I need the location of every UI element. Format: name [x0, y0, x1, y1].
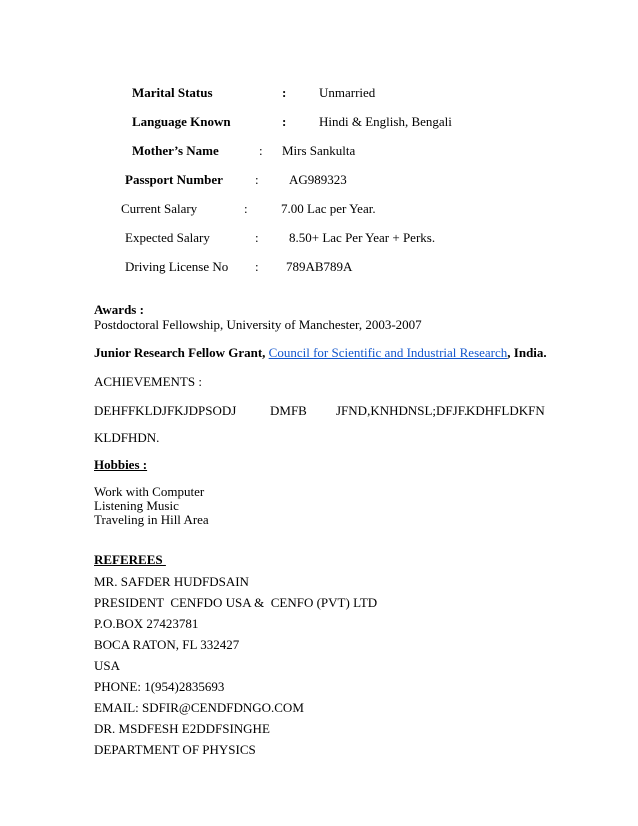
- referee-line: P.O.BOX 27423781: [94, 616, 199, 631]
- passport-number-label: Passport Number: [125, 172, 223, 187]
- expected-salary-label: Expected Salary: [125, 230, 210, 245]
- fellowship-text: Postdoctoral Fellowship, University of Manchester, 2003-2007: [94, 317, 422, 332]
- achievement-word-4: KDHFLDKFN: [466, 403, 545, 418]
- referee-line: DR. MSDFESH E2DDFSINGHE: [94, 721, 270, 736]
- marital-status-sep: :: [282, 85, 287, 100]
- grant-country: , India.: [507, 345, 547, 360]
- referee-line: DEPARTMENT OF PHYSICS: [94, 742, 256, 757]
- referee-line: EMAIL: SDFIR@CENDFDNGO.COM: [94, 700, 304, 715]
- language-known-value: Hindi & English, Bengali: [319, 114, 452, 129]
- grant-title: Junior Research Fellow Grant,: [94, 345, 266, 360]
- referee-line: PRESIDENT CENFDO USA & CENFO (PVT) LTD: [94, 595, 378, 610]
- referees-heading: REFEREES: [94, 552, 166, 567]
- driving-license-sep: :: [255, 259, 259, 274]
- expected-salary-sep: :: [255, 230, 259, 245]
- referee-line: MR. SAFDER HUDFDSAIN: [94, 574, 249, 589]
- achievement-line-2: KLDFHDN.: [94, 430, 160, 445]
- expected-salary-value: 8.50+ Lac Per Year + Perks.: [289, 230, 436, 245]
- passport-number-value: AG989323: [289, 172, 347, 187]
- referee-line: PHONE: 1(954)2835693: [94, 679, 225, 694]
- current-salary-label: Current Salary: [121, 201, 198, 216]
- achievement-word-2: DMFB: [270, 403, 307, 418]
- mothers-name-sep: :: [259, 143, 263, 158]
- mothers-name-value: Mirs Sankulta: [282, 143, 356, 158]
- referee-line: USA: [94, 658, 121, 673]
- marital-status-value: Unmarried: [319, 85, 376, 100]
- hobby-item: Traveling in Hill Area: [94, 512, 209, 527]
- current-salary-value: 7.00 Lac per Year.: [281, 201, 376, 216]
- language-known-sep: :: [282, 114, 287, 129]
- driving-license-value: 789AB789A: [286, 259, 353, 274]
- achievement-word-3: JFND,KNHDNSL;DFJF.: [336, 403, 468, 418]
- referee-line: BOCA RATON, FL 332427: [94, 637, 240, 652]
- language-known-label: Language Known: [132, 114, 231, 129]
- achievement-word-1: DEHFFKLDJFKJDPSODJ: [94, 403, 237, 418]
- marital-status-label: Marital Status: [132, 85, 213, 100]
- mothers-name-label: Mother’s Name: [132, 143, 219, 158]
- achievements-heading: ACHIEVEMENTS :: [94, 374, 202, 389]
- hobby-item: Work with Computer: [94, 484, 205, 499]
- driving-license-label: Driving License No: [125, 259, 229, 274]
- current-salary-sep: :: [244, 201, 248, 216]
- council-link[interactable]: Council for Scientific and Industrial Research: [268, 345, 508, 360]
- hobbies-heading: Hobbies :: [94, 457, 148, 472]
- grant-line: [94, 346, 547, 359]
- hobby-item: Listening Music: [94, 498, 179, 513]
- awards-heading: Awards :: [94, 302, 144, 317]
- passport-number-sep: :: [255, 172, 259, 187]
